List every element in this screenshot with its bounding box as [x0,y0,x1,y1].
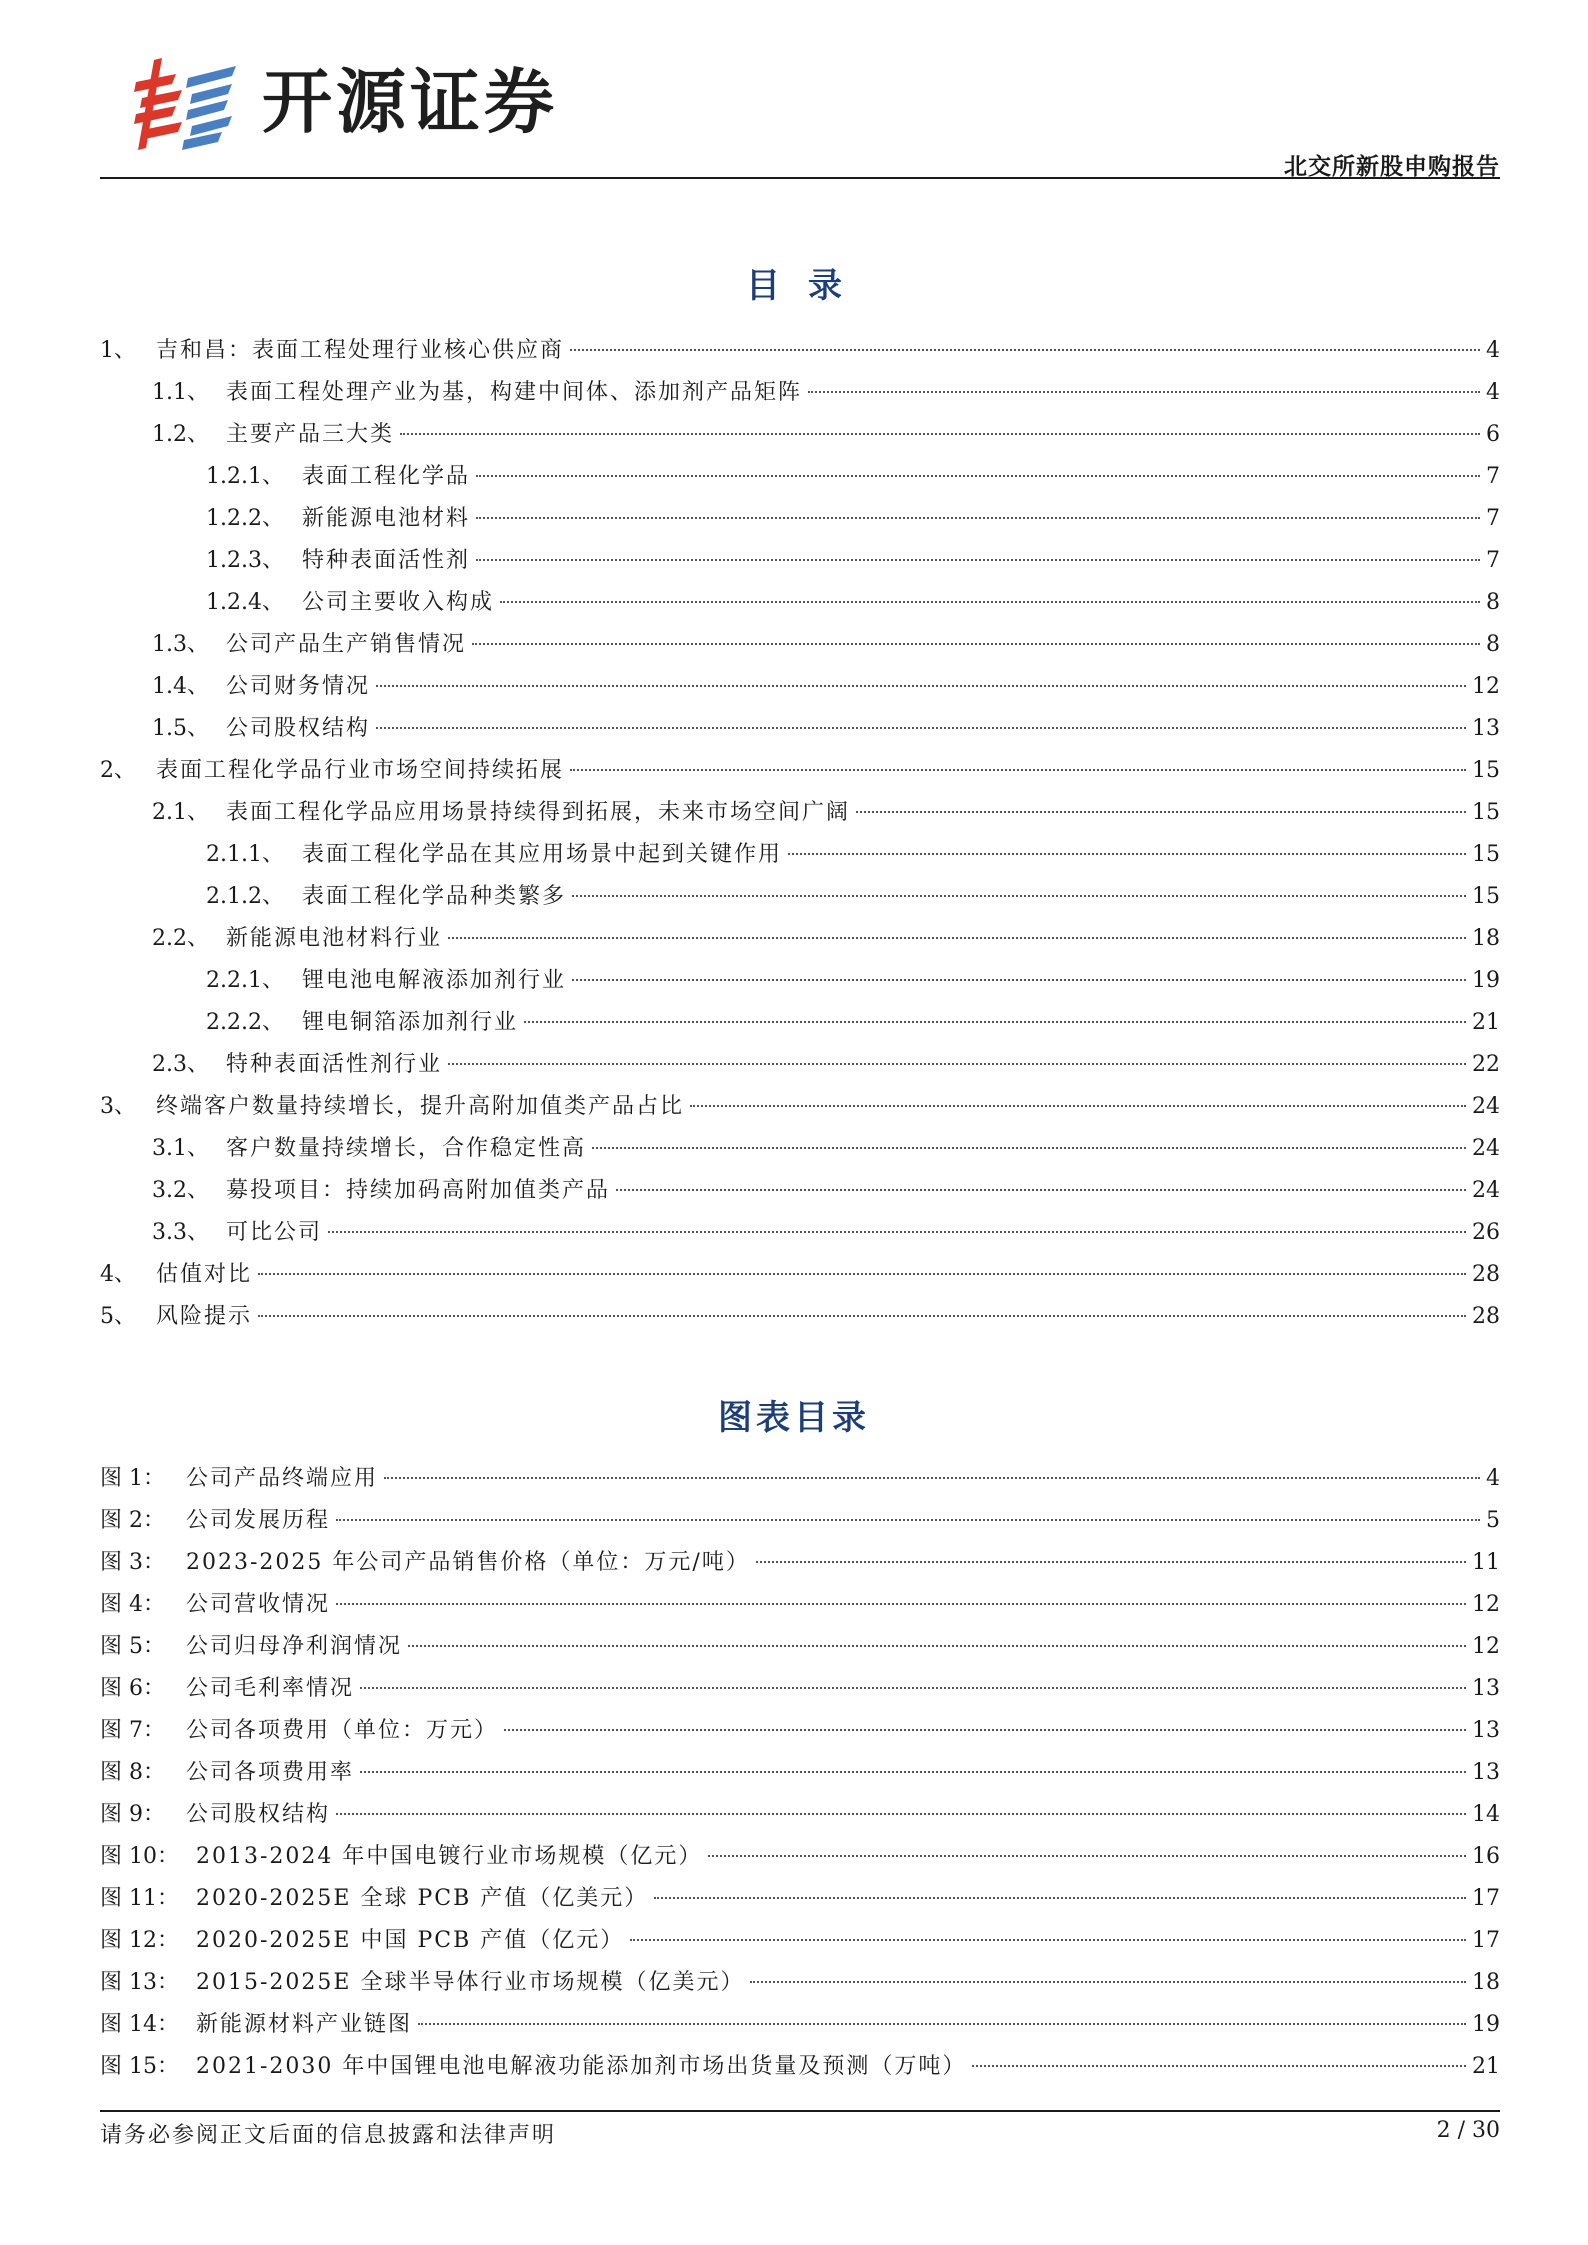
toc-entry-page: 28 [1472,1262,1500,1287]
toc-entry[interactable] [100,1212,1500,1254]
toc-entry[interactable] [100,708,1500,750]
figure-entry-page: 13 [1472,1676,1500,1701]
toc-entry-leader [472,643,1480,645]
figure-entry-label: 2013-2024 年中国电镀行业市场规模（亿元） [196,1844,703,1869]
toc-entry[interactable] [100,624,1500,666]
toc-entry-page: 24 [1472,1136,1500,1161]
figure-entry-page: 17 [1472,1886,1500,1911]
toc-entry-page: 15 [1472,758,1500,783]
figure-index-title: 图表目录 [718,1398,870,1438]
toc-entry[interactable] [100,918,1500,960]
figure-entry-page: 16 [1472,1844,1500,1869]
figure-entry[interactable] [100,1752,1500,1794]
figure-entry[interactable] [100,1626,1500,1668]
toc-entry[interactable] [100,1296,1500,1338]
toc-entry-number: 4、 [100,1262,136,1287]
figure-entry[interactable] [100,1836,1500,1878]
toc-entry-page: 28 [1472,1304,1500,1329]
page-indicator: 2 / 30 [1436,2118,1500,2143]
figure-entry-leader [750,1981,1466,1983]
figure-entry-label: 公司各项费用率 [186,1760,355,1785]
toc-entry-page: 7 [1486,506,1500,531]
toc-entry-page: 18 [1472,926,1500,951]
toc-entry-page: 15 [1472,842,1500,867]
figure-entry-label: 2021-2030 年中国锂电池电解液功能添加剂市场出货量及预测（万吨） [196,2054,967,2079]
toc-entry[interactable] [100,792,1500,834]
toc-entry-page: 21 [1472,1010,1500,1035]
toc-entry-page: 8 [1486,632,1500,657]
toc-entry-label: 表面工程化学品 [302,464,471,489]
toc-entry-leader [616,1189,1466,1191]
toc-entry-leader [258,1273,1466,1275]
toc-entry-page: 4 [1486,380,1500,405]
figure-entry-label: 2023-2025 年公司产品销售价格（单位：万元/吨） [186,1550,750,1575]
toc-entry-leader [448,937,1466,939]
toc-entry-leader [856,811,1466,813]
toc-entry[interactable] [100,540,1500,582]
figure-entry-number: 图 13： [100,1970,179,1995]
toc-entry[interactable] [100,876,1500,918]
toc-entry-page: 12 [1472,674,1500,699]
toc-entry-label: 可比公司 [226,1220,323,1245]
toc-entry-number: 2.2.2、 [206,1010,284,1035]
figure-entry[interactable] [100,1878,1500,1920]
toc-entry[interactable] [100,498,1500,540]
toc-entry-page: 19 [1472,968,1500,993]
figure-entry-page: 13 [1472,1760,1500,1785]
figure-entry-page: 19 [1472,2012,1500,2037]
toc-entry-leader [376,685,1466,687]
toc-entry-page: 13 [1472,716,1500,741]
toc-entry-leader [524,1021,1466,1023]
toc-entry-leader [572,895,1466,897]
figure-entry[interactable] [100,1542,1500,1584]
toc-entry-page: 7 [1486,548,1500,573]
toc-entry-leader [500,601,1480,603]
toc-entry[interactable] [100,834,1500,876]
figure-entry[interactable] [100,1710,1500,1752]
figure-entry-leader [360,1771,1466,1773]
figure-entry-page: 18 [1472,1970,1500,1995]
toc-entry[interactable] [100,1002,1500,1044]
toc-entry-leader [376,727,1466,729]
toc-entry-number: 2.3、 [152,1052,209,1077]
figure-entry-label: 2020-2025E 全球 PCB 产值（亿美元） [196,1886,649,1911]
toc-entry-label: 特种表面活性剂行业 [226,1052,443,1077]
figure-entry[interactable] [100,2004,1500,2046]
figure-entry-number: 图 2： [100,1508,165,1533]
figure-entry[interactable] [100,1668,1500,1710]
toc-entry-page: 24 [1472,1178,1500,1203]
toc-entry-leader [572,979,1466,981]
toc-entry-label: 吉和昌：表面工程处理行业核心供应商 [156,338,565,363]
toc-entry-leader [570,769,1466,771]
figure-entry-leader [336,1813,1466,1815]
toc-entry-page: 15 [1472,800,1500,825]
figure-entry-label: 2020-2025E 中国 PCB 产值（亿元） [196,1928,625,1953]
figure-entry-page: 17 [1472,1928,1500,1953]
figure-entry[interactable] [100,1794,1500,1836]
report-type: 北交所新股申购报告 [1284,154,1500,180]
figure-entry-label: 公司股权结构 [186,1802,331,1827]
figure-entry-leader [336,1519,1480,1521]
toc-entry-number: 1.4、 [152,674,209,699]
figure-entry[interactable] [100,1458,1500,1500]
toc-entry-label: 终端客户数量持续增长，提升高附加值类产品占比 [156,1094,685,1119]
figure-index-list [100,1458,1500,2088]
figure-entry-page: 12 [1472,1634,1500,1659]
figure-entry-label: 公司营收情况 [186,1592,331,1617]
toc-entry-label: 锂电池电解液添加剂行业 [302,968,567,993]
figure-entry-label: 公司归母净利润情况 [186,1634,403,1659]
toc-entry-leader [788,853,1466,855]
toc-entry-leader [592,1147,1466,1149]
toc-entry-leader [476,559,1480,561]
toc-entry-number: 1.2.1、 [206,464,284,489]
toc-entry-number: 1.2.4、 [206,590,284,615]
figure-entry[interactable] [100,2046,1500,2088]
toc-list [100,330,1500,1338]
figure-entry-label: 2015-2025E 全球半导体行业市场规模（亿美元） [196,1970,745,1995]
toc-entry-label: 风险提示 [156,1304,253,1329]
figure-entry-number: 图 11： [100,1886,179,1911]
figure-entry-leader [972,2065,1466,2067]
toc-entry-number: 1.5、 [152,716,209,741]
toc-entry-label: 表面工程处理产业为基，构建中间体、添加剂产品矩阵 [226,380,803,405]
toc-entry-number: 2.1.2、 [206,884,284,909]
footer-disclaimer: 请务必参阅正文后面的信息披露和法律声明 [100,2123,557,2148]
toc-entry-label: 募投项目：持续加码高附加值类产品 [226,1178,611,1203]
toc-entry-number: 1.3、 [152,632,209,657]
toc-entry-label: 表面工程化学品行业市场空间持续拓展 [156,758,565,783]
toc-entry-label: 新能源电池材料行业 [226,926,443,951]
toc-entry[interactable] [100,414,1500,456]
company-logo [132,52,558,152]
figure-entry[interactable] [100,1584,1500,1626]
toc-entry-page: 15 [1472,884,1500,909]
figure-entry-page: 11 [1472,1550,1500,1575]
toc-entry-page: 26 [1472,1220,1500,1245]
figure-entry[interactable] [100,1920,1500,1962]
toc-entry-label: 公司产品生产销售情况 [226,632,467,657]
toc-entry-number: 1、 [100,338,136,363]
toc-entry[interactable] [100,1128,1500,1170]
toc-entry[interactable] [100,666,1500,708]
toc-entry-leader [328,1231,1466,1233]
toc-entry-leader [258,1315,1466,1317]
figure-entry-number: 图 9： [100,1802,165,1827]
figure-entry-leader [708,1855,1466,1857]
figure-entry-leader [504,1729,1466,1731]
figure-entry-leader [360,1687,1466,1689]
figure-entry-label: 公司毛利率情况 [186,1676,355,1701]
toc-entry-label: 表面工程化学品应用场景持续得到拓展，未来市场空间广阔 [226,800,851,825]
toc-entry[interactable] [100,1170,1500,1212]
toc-entry-number: 2、 [100,758,136,783]
toc-entry-page: 22 [1472,1052,1500,1077]
figure-entry-leader [630,1939,1466,1941]
header-divider [100,177,1500,179]
toc-entry-number: 2.1.1、 [206,842,284,867]
figure-entry-label: 公司各项费用（单位：万元） [186,1718,499,1743]
toc-entry-number: 3.2、 [152,1178,209,1203]
figure-entry-page: 12 [1472,1592,1500,1617]
figure-entry-page: 13 [1472,1718,1500,1743]
toc-entry[interactable] [100,330,1500,372]
toc-entry-leader [476,517,1480,519]
toc-entry-leader [448,1063,1466,1065]
toc-entry-label: 公司财务情况 [226,674,371,699]
figure-entry-number: 图 5： [100,1634,165,1659]
figure-entry-leader [654,1897,1466,1899]
toc-entry-label: 特种表面活性剂 [302,548,471,573]
toc-entry-number: 1.2.3、 [206,548,284,573]
figure-entry-leader [408,1645,1466,1647]
figure-entry-leader [756,1561,1466,1563]
toc-entry-number: 2.2.1、 [206,968,284,993]
toc-entry-label: 锂电铜箔添加剂行业 [302,1010,519,1035]
toc-entry[interactable] [100,1086,1500,1128]
toc-entry-leader [476,475,1480,477]
toc-entry-number: 5、 [100,1304,136,1329]
figure-entry-number: 图 4： [100,1592,165,1617]
figure-entry-leader [336,1603,1466,1605]
figure-entry-number: 图 15： [100,2054,179,2079]
toc-entry-number: 3.1、 [152,1136,209,1161]
toc-entry-label: 公司主要收入构成 [302,590,495,615]
figure-entry[interactable] [100,1962,1500,2004]
toc-entry-leader [570,349,1480,351]
toc-entry-page: 24 [1472,1094,1500,1119]
toc-entry-number: 2.2、 [152,926,209,951]
figure-entry-page: 5 [1486,1508,1500,1533]
toc-entry-label: 表面工程化学品在其应用场景中起到关键作用 [302,842,783,867]
figure-entry-number: 图 1： [100,1466,165,1491]
toc-entry-leader [400,433,1480,435]
figure-entry-label: 新能源材料产业链图 [196,2012,413,2037]
toc-entry-label: 客户数量持续增长，合作稳定性高 [226,1136,587,1161]
figure-entry-page: 14 [1472,1802,1500,1827]
figure-entry-label: 公司发展历程 [186,1508,331,1533]
figure-entry-label: 公司产品终端应用 [186,1466,379,1491]
figure-entry-number: 图 14： [100,2012,179,2037]
toc-entry[interactable] [100,1044,1500,1086]
toc-title: 目录 [746,266,870,306]
toc-entry-page: 6 [1486,422,1500,447]
toc-entry[interactable] [100,1254,1500,1296]
figure-entry-leader [418,2023,1466,2025]
toc-entry-number: 3.3、 [152,1220,209,1245]
toc-entry-number: 1.2.2、 [206,506,284,531]
toc-entry-leader [690,1105,1466,1107]
figure-entry-page: 21 [1472,2054,1500,2079]
toc-entry-number: 2.1、 [152,800,209,825]
toc-entry-label: 估值对比 [156,1262,253,1287]
toc-entry-page: 8 [1486,590,1500,615]
figure-entry[interactable] [100,1500,1500,1542]
figure-entry-number: 图 8： [100,1760,165,1785]
toc-entry[interactable] [100,372,1500,414]
toc-entry-label: 公司股权结构 [226,716,371,741]
toc-entry-number: 1.1、 [152,380,209,405]
toc-entry-label: 新能源电池材料 [302,506,471,531]
toc-entry[interactable] [100,582,1500,624]
toc-entry[interactable] [100,960,1500,1002]
figure-entry-number: 图 3： [100,1550,165,1575]
figure-entry-leader [384,1477,1480,1479]
footer-divider [100,2110,1500,2112]
logo-text: 开源证券 [262,61,558,143]
toc-entry-page: 4 [1486,338,1500,363]
figure-entry-number: 图 12： [100,1928,179,1953]
toc-entry-page: 7 [1486,464,1500,489]
toc-entry-number: 1.2、 [152,422,209,447]
figure-entry-number: 图 7： [100,1718,165,1743]
figure-entry-number: 图 6： [100,1676,165,1701]
figure-entry-page: 4 [1486,1466,1500,1491]
toc-entry-number: 3、 [100,1094,136,1119]
toc-entry[interactable] [100,456,1500,498]
toc-entry-label: 表面工程化学品种类繁多 [302,884,567,909]
toc-entry-leader [808,391,1480,393]
toc-entry-label: 主要产品三大类 [226,422,395,447]
toc-entry[interactable] [100,750,1500,792]
figure-entry-number: 图 10： [100,1844,179,1869]
logo-mark-icon [132,52,242,152]
